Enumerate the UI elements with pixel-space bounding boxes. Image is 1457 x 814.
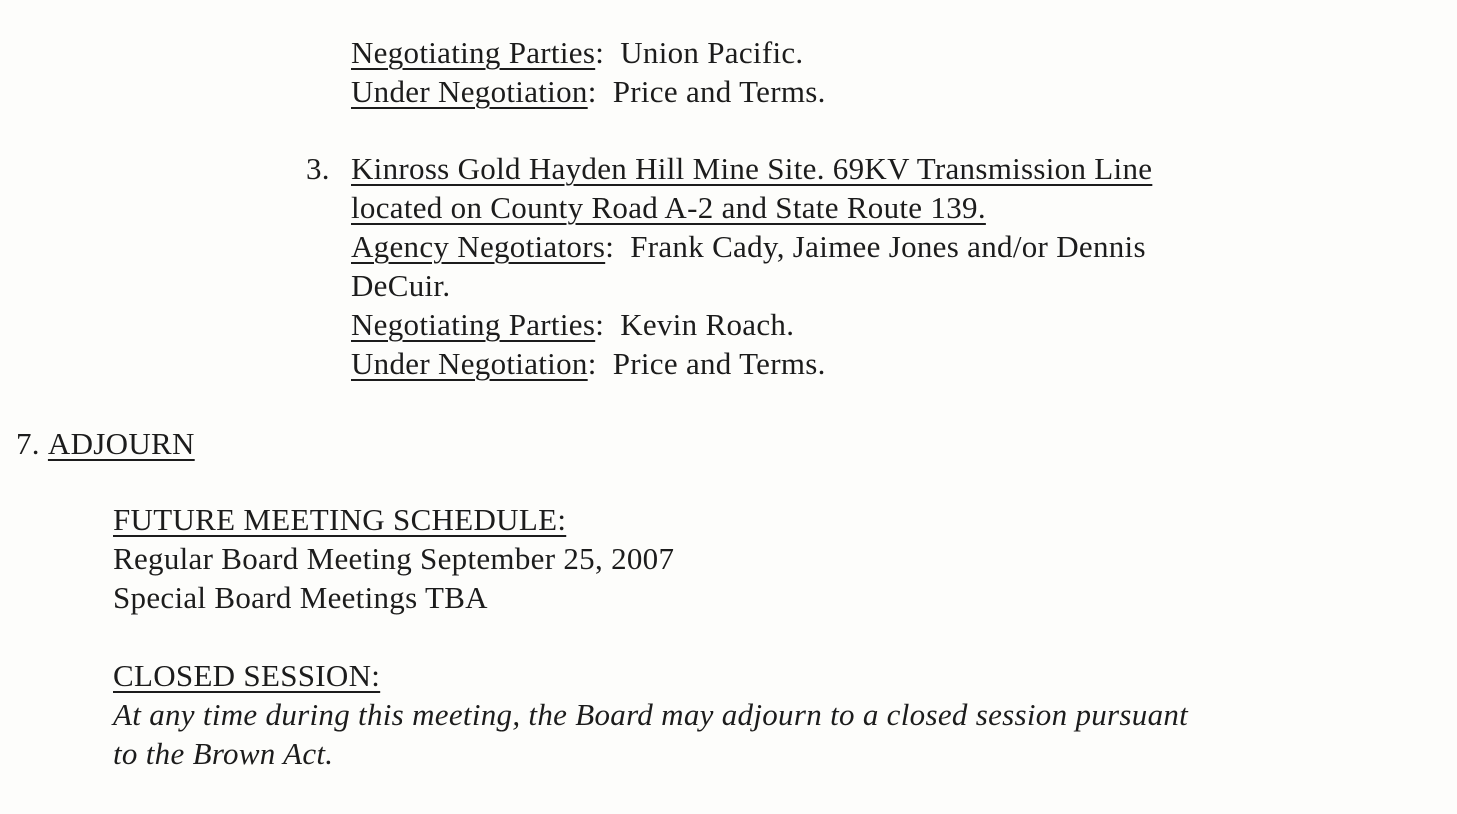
under-negotiation-value: Price and Terms. (612, 74, 826, 109)
under-negotiation-label: Under Negotiation (351, 346, 588, 381)
item-3-negotiating-parties-line (351, 305, 794, 344)
agency-negotiators-line (351, 227, 1146, 266)
item-3-number: 3. (306, 151, 330, 186)
future-meeting-heading: FUTURE MEETING SCHEDULE: (113, 502, 567, 537)
closed-session-heading: CLOSED SESSION: (113, 658, 381, 693)
colon: : (587, 346, 613, 381)
special-meeting-line: Special Board Meetings TBA (113, 580, 488, 615)
section-7-title: ADJOURN (47, 426, 195, 461)
under-negotiation-value: Price and Terms. (612, 346, 826, 381)
negotiating-parties-value: Union Pacific. (620, 35, 804, 70)
section-7-heading (16, 424, 195, 463)
colon: : (587, 74, 613, 109)
negotiating-parties-label: Negotiating Parties (351, 35, 596, 70)
item-3-title-line-1: Kinross Gold Hayden Hill Mine Site. 69KV Transmission Line (351, 151, 1153, 186)
negotiating-parties-value: Kevin Roach. (620, 307, 795, 342)
agency-negotiators-value: Frank Cady, Jaimee Jones and/or Dennis (630, 229, 1146, 264)
negotiating-parties-line (351, 33, 803, 72)
closed-session-text-line-1: At any time during this meeting, the Board may adjourn to a closed session pursuant (113, 697, 1189, 732)
negotiating-parties-label: Negotiating Parties (351, 307, 596, 342)
colon: : (595, 307, 621, 342)
regular-meeting-line: Regular Board Meeting September 25, 2007 (113, 541, 675, 576)
under-negotiation-line (351, 72, 826, 111)
section-7-number: 7. (16, 426, 40, 461)
agency-negotiators-continuation: DeCuir. (351, 268, 451, 303)
closed-session-text-line-2: to the Brown Act. (113, 736, 334, 771)
colon: : (595, 35, 621, 70)
colon: : (605, 229, 631, 264)
under-negotiation-label: Under Negotiation (351, 74, 588, 109)
agency-negotiators-label: Agency Negotiators (351, 229, 606, 264)
item-3-under-negotiation-line (351, 344, 826, 383)
item-3-title-line-2: located on County Road A-2 and State Route 139. (351, 190, 986, 225)
